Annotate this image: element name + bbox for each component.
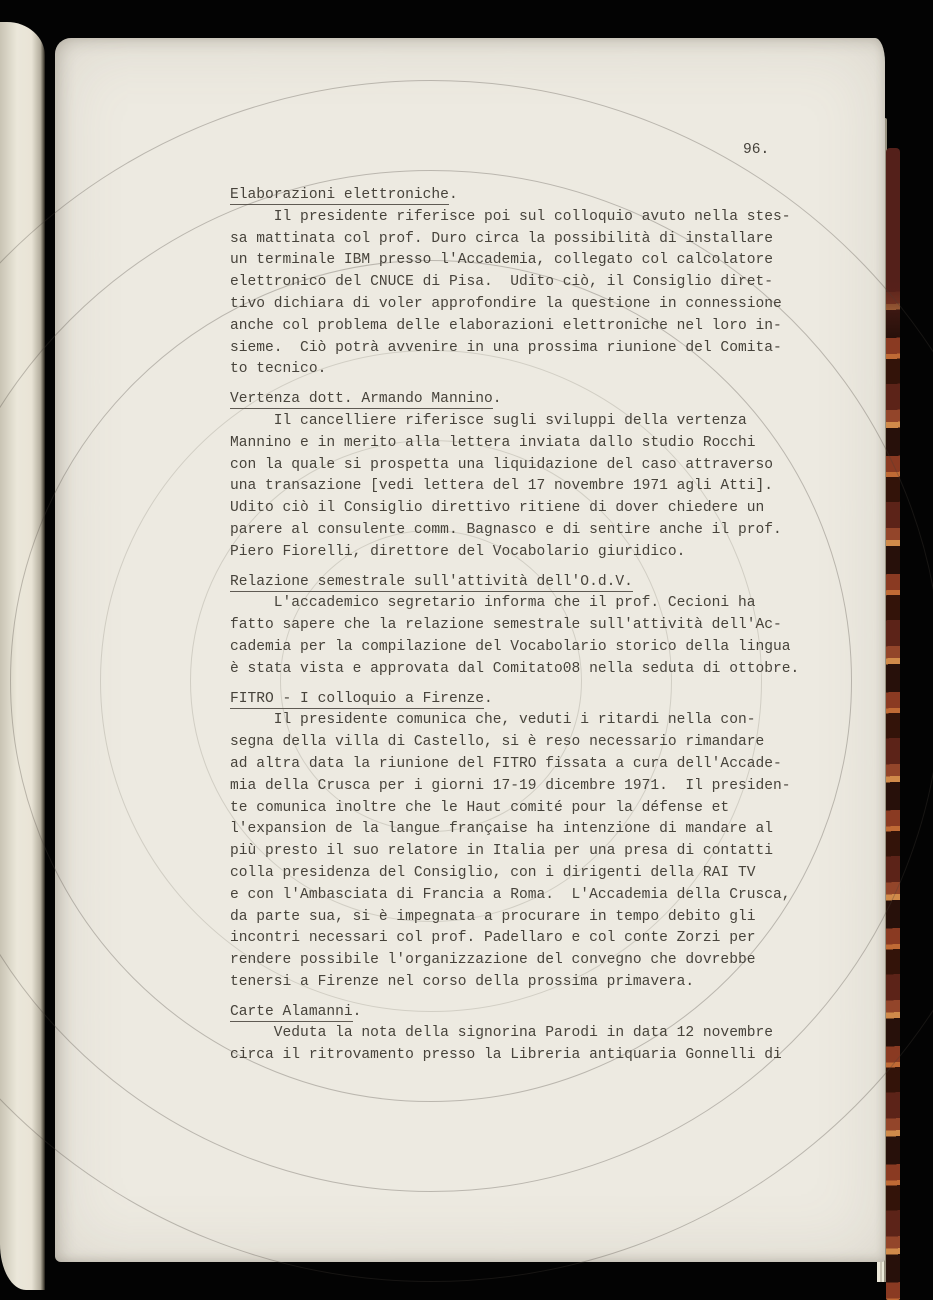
text-line: un terminale IBM presso l'Accademia, collegato col calcolatore (230, 252, 773, 269)
section-heading-period: . (483, 690, 493, 707)
section-heading-period: . (492, 391, 502, 408)
section-heading-text: Elaborazioni elettroniche (230, 187, 449, 203)
text-line: Il cancelliere riferisce sugli sviluppi della vertenza (230, 412, 747, 429)
document-page (55, 38, 885, 1262)
document-section (230, 185, 840, 381)
text-line: rendere possibile l'organizzazione del convegno che dovrebbe (230, 952, 756, 969)
text-line: segna della villa di Castello, si è reso necessario rimandare (230, 734, 765, 751)
text-line: più presto il suo relatore in Italia per una presa di contatti (230, 843, 773, 860)
section-heading-text: Relazione semestrale sull'attività dell'O.d.V. (230, 573, 633, 590)
section-heading (230, 689, 840, 711)
text-line: cademia per la compilazione del Vocabolario storico della lingua (230, 638, 791, 655)
text-line: incontri necessari col prof. Padellaro e col conte Zorzi per (230, 930, 756, 947)
previous-page-edge (0, 22, 45, 1290)
document-section (230, 689, 840, 994)
section-heading (230, 185, 840, 207)
section-heading-period: . (352, 1003, 362, 1020)
text-line: fatto sapere che la relazione semestrale sull'attività dell'Ac- (230, 617, 782, 634)
page-number: 96. (743, 142, 770, 158)
text-line: Il presidente riferisce poi sul colloquio avuto nella stes- (230, 208, 791, 225)
text-line: anche col problema delle elaborazioni elettroniche nel loro in- (230, 317, 782, 334)
text-line: e con l'Ambasciata di Francia a Roma. L'Accademia della Crusca, (230, 886, 791, 903)
section-heading-text: Carte Alamanni (230, 1003, 353, 1020)
text-line: con la quale si prospetta una liquidazione del caso attraverso (230, 456, 773, 473)
document-section (230, 1002, 840, 1067)
text-line: ad altra data la riunione del FITRO fissata a cura dell'Accade- (230, 755, 782, 772)
document-sections (230, 185, 840, 1067)
section-lines (230, 411, 840, 564)
text-line: Il presidente comunica che, veduti i ritardi nella con- (230, 712, 756, 729)
text-line: è stata vista e approvata dal Comitato08 nella seduta di ottobre. (230, 660, 800, 677)
section-heading-text: Vertenza dott. Armando Mannino (230, 391, 493, 408)
text-line: parere al consulente comm. Bagnasco e di sentire anche il prof. (230, 521, 782, 538)
section-heading (230, 1002, 840, 1024)
text-line: Veduta la nota della signorina Parodi in data 12 novembre (230, 1025, 773, 1042)
section-lines (230, 593, 840, 680)
section-heading (230, 389, 840, 411)
section-heading (230, 572, 840, 594)
text-line: una transazione [vedi lettera del 17 novembre 1971 agli Atti]. (230, 478, 773, 495)
text-line: elettronico del CNUCE di Pisa. Udito ciò, il Consiglio diret- (230, 274, 773, 291)
text-line: tivo dichiara di voler approfondire la questione in connessione (230, 295, 782, 312)
text-line: da parte sua, si è impegnata a procurare in tempo debito gli (230, 908, 756, 925)
section-heading-text: FITRO - I colloquio a Firenze (230, 690, 484, 707)
text-line: Piero Fiorelli, direttore del Vocabolario giuridico. (230, 543, 686, 560)
document-section (230, 572, 840, 681)
text-line: mia della Crusca per i giorni 17-19 dicembre 1971. Il presiden- (230, 777, 791, 794)
section-lines (230, 710, 840, 993)
text-line: colla presidenza del Consiglio, con i dirigenti della RAI TV (230, 864, 756, 881)
text-line: Udito ciò il Consiglio direttivo ritiene di dover chiedere un (230, 500, 765, 517)
text-line: te comunica inoltre che le Haut comité pour la défense et (230, 799, 730, 816)
text-line: tenersi a Firenze nel corso della prossima primavera. (230, 973, 695, 990)
text-line: circa il ritrovamento presso la Libreria antiquaria Gonnelli di (230, 1047, 782, 1064)
text-line: Mannino e in merito alla lettera inviata dallo studio Rocchi (230, 434, 756, 451)
document-section (230, 389, 840, 563)
text-line: to tecnico. (230, 361, 327, 378)
book-cover-edge (886, 148, 900, 1300)
text-line: sa mattinata col prof. Duro circa la possibilità di installare (230, 230, 773, 247)
section-lines (230, 1023, 840, 1067)
section-lines (230, 207, 840, 381)
text-line: sieme. Ciò potrà avvenire in una prossima riunione del Comita- (230, 339, 782, 356)
text-line: L'accademico segretario informa che il prof. Cecioni ha (230, 595, 756, 612)
section-heading-period: . (448, 187, 458, 203)
text-line: l'expansion de la langue française ha intenzione di mandare al (230, 821, 773, 838)
